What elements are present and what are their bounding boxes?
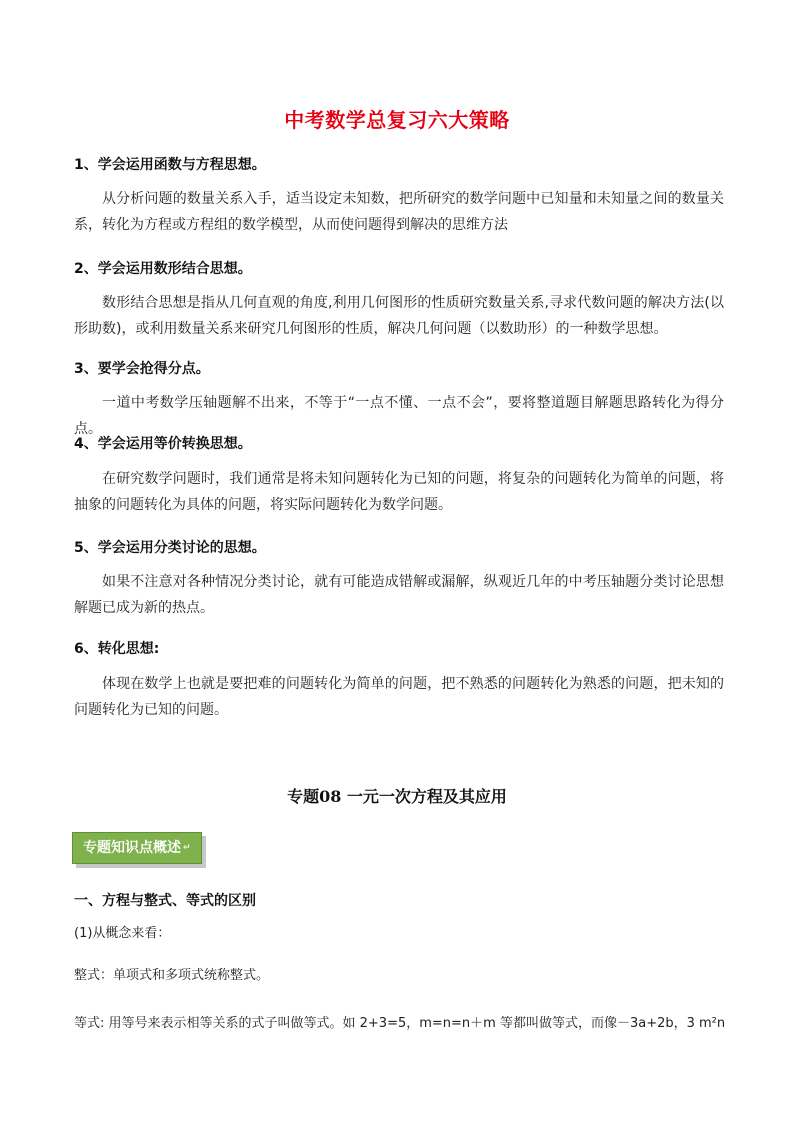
paragraph-mark-icon: ↵ (183, 843, 191, 853)
strategy-body-3: 一道中考数学压轴题解不出来，不等于“一点不懂、一点不会”，要将整道题目解题思路转化为得分点。 (74, 395, 724, 437)
section-heading: 一、方程与整式、等式的区别 (74, 893, 256, 909)
tag-box (72, 832, 202, 864)
strategy-body-4: 在研究数学问题时，我们通常是将未知问题转化为已知的问题，将复杂的问题转化为简单的问题，将抽象的问题转化为具体的问题，将实际问题转化为数学问题。 (74, 471, 724, 513)
expression-definition: 整式：单项式和多项式统称整式。 (74, 968, 270, 983)
strategy-body-6: 体现在数学上也就是要把难的问题转化为简单的问题，把不熟悉的问题转化为熟悉的问题，把未知的问题转化为已知的问题。 (74, 676, 724, 718)
strategy-heading-1: 1、学会运用函数与方程思想。 (74, 157, 266, 173)
strategy-heading-3: 3、要学会抢得分点。 (74, 361, 210, 377)
strategy-heading-5: 5、学会运用分类讨论的思想。 (74, 540, 266, 556)
strategy-heading-6: 6、转化思想: (74, 641, 160, 657)
equation-definition: 等式: 用等号来表示相等关系的式子叫做等式。如 2+3=5，m=n=n＋m 等都叫做等式，而像－3a+2b，3 m²n (74, 1016, 726, 1031)
strategy-heading-4: 4、学会运用等价转换思想。 (74, 436, 252, 452)
tag-label: 专题知识点概述 (83, 840, 181, 856)
strategy-body-1: 从分析问题的数量关系入手，适当设定未知数，把所研究的数学问题中已知量和未知量之间的数量关系，转化为方程或方程组的数学模型，从而使问题得到解决的思维方法 (74, 191, 724, 233)
page-title: 中考数学总复习六大策略 (284, 108, 510, 132)
strategy-body-5: 如果不注意对各种情况分类讨论，就有可能造成错解或漏解，纵观近几年的中考压轴题分类讨论思想解题已成为新的热点。 (74, 574, 724, 616)
strategy-body-2: 数形结合思想是指从几何直观的角度,利用几何图形的性质研究数量关系,寻求代数问题的解决方法(以形助数)，或利用数量关系来研究几何图形的性质，解决几何问题（以数助形）的一种数学思想。 (74, 295, 724, 337)
concept-line: (1)从概念来看： (74, 926, 171, 941)
topic-title: 专题08 一元一次方程及其应用 (287, 787, 507, 806)
knowledge-overview-tag (72, 832, 202, 862)
strategy-heading-2: 2、学会运用数形结合思想。 (74, 261, 252, 277)
